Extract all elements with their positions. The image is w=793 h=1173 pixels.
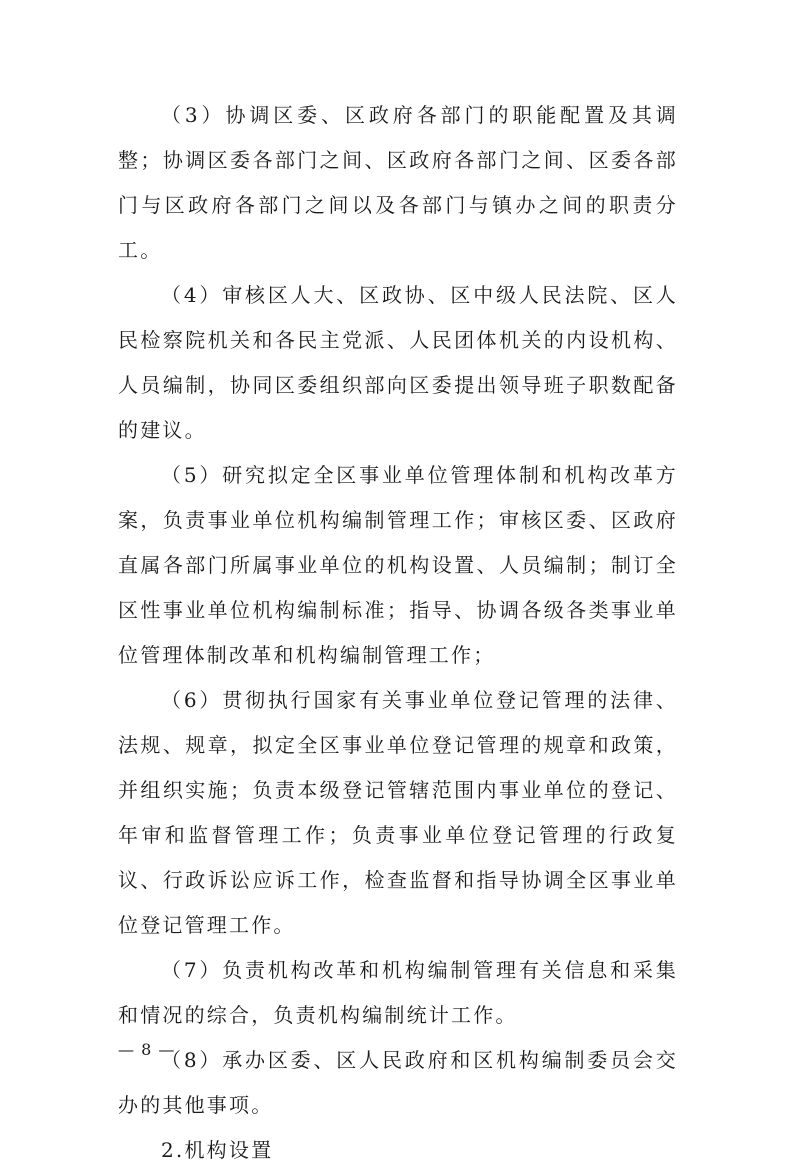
document-body <box>118 93 678 1173</box>
section-heading: 2.机构设置 <box>161 1138 274 1162</box>
paragraph-item-7: （7）负责机构改革和机构编制管理有关信息和采集和情况的综合，负责机构编制统计工作。 <box>118 958 678 1027</box>
paragraph-item-4: （4）审核区人大、区政协、区中级人民法院、区人民检察院机关和各民主党派、人民团体机关的内设机构、人员编制，协同区委组织部向区委提出领导班子职数配备的建议。 <box>118 283 678 442</box>
paragraph-item-3: （3）协调区委、区政府各部门的职能配置及其调整；协调区委各部门之间、区政府各部门之间、区委各部门与区政府各部门之间以及各部门与镇办之间的职责分工。 <box>118 103 678 262</box>
paragraph-item-8: （8）承办区委、区人民政府和区机构编制委员会交办的其他事项。 <box>118 1048 678 1117</box>
paragraph-item-5: （5）研究拟定全区事业单位管理体制和机构改革方案，负责事业单位机构编制管理工作；审核区委、区政府直属各部门所属事业单位的机构设置、人员编制；制订全区性事业单位机构编制标准；指导、协调各级各类事业单位管理体制改革和机构编制管理工作； <box>118 463 678 667</box>
page-number: — 8 — <box>118 1040 176 1059</box>
paragraph-item-6: （6）贯彻执行国家有关事业单位登记管理的法律、法规、规章，拟定全区事业单位登记管理的规章和政策，并组织实施；负责本级登记管辖范围内事业单位的登记、年审和监督管理工作；负责事业单位登记管理的行政复议、行政诉讼应诉工作，检查监督和指导协调全区事业单位登记管理工作。 <box>118 688 678 937</box>
